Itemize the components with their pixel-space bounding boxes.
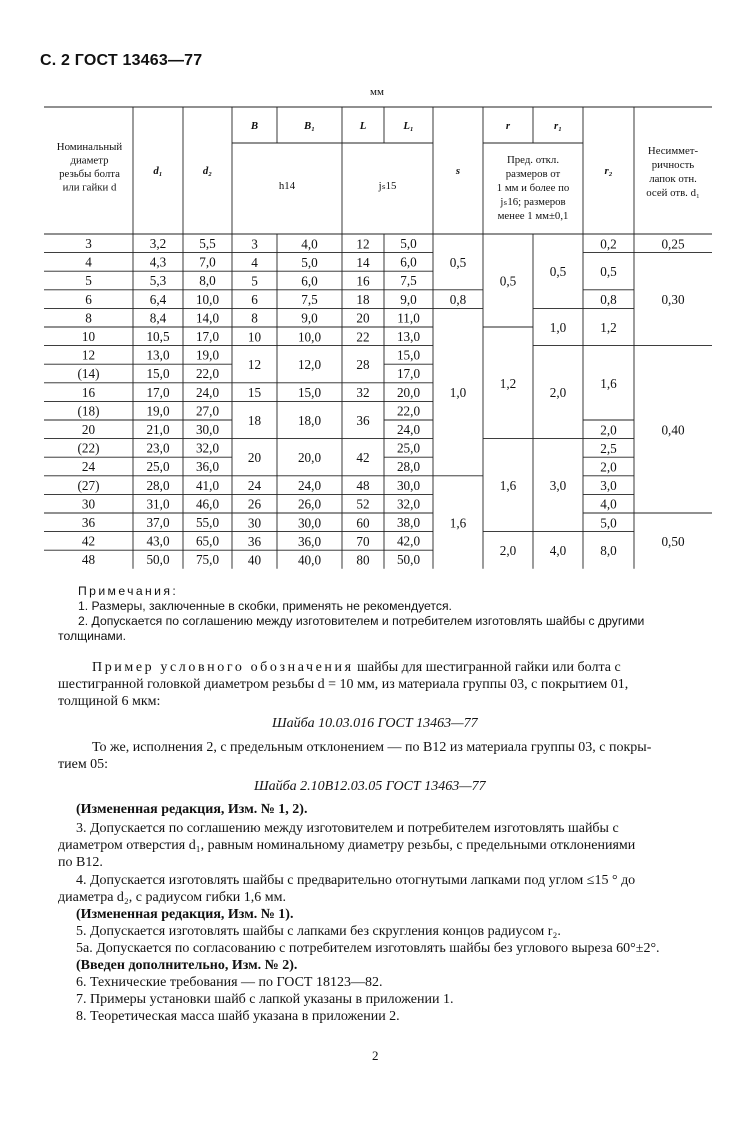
cell-B1: 4,0 — [301, 236, 318, 252]
para-5: 5. Допускается изготовлять шайбы с лапками без скругления концов радиусом r₂. — [76, 924, 561, 939]
cell-d2: 46,0 — [195, 496, 220, 512]
cell-L1: 5,0 — [400, 236, 417, 251]
cell-r2: 1,6 — [600, 375, 617, 391]
header-tolerance: менее 1 мм±0,1 — [497, 210, 569, 222]
para-3-line-2: диаметром отверстия d₁, равным номинальному диаметру резьбы, с предельными отклонениями — [58, 838, 636, 853]
cell-B: 6 — [251, 292, 258, 308]
cell-d2: 8,0 — [199, 273, 216, 289]
cell-d: 16 — [81, 384, 96, 400]
cell-d1: 13,0 — [146, 347, 170, 363]
cell-d1: 37,0 — [146, 515, 170, 530]
header-h14: h14 — [278, 180, 296, 192]
cell-d2: 75,0 — [195, 552, 220, 568]
cell-B: 36 — [247, 533, 262, 549]
header-tolerance: размеров от — [505, 168, 561, 180]
cell-r1: 2,0 — [549, 385, 567, 401]
cell-B1: 12,0 — [297, 357, 322, 373]
cell-r2: 2,5 — [600, 440, 617, 456]
cell-L: 36 — [356, 413, 370, 428]
cell-d: (14) — [77, 366, 100, 382]
cell-L1: 11,0 — [397, 310, 420, 326]
cell-d2: 7,0 — [199, 254, 216, 270]
cell-d2: 24,0 — [195, 384, 220, 400]
header-tolerance: jₛ16; размеров — [500, 196, 566, 208]
cell-L1: 22,0 — [396, 403, 421, 419]
cell-B: 15 — [247, 385, 262, 401]
page-header: С. 2 ГОСТ 13463—77 — [40, 52, 203, 69]
cell-d2: 14,0 — [195, 310, 220, 326]
cell-L: 28 — [356, 357, 370, 373]
cell-L: 20 — [356, 310, 370, 326]
cell-asym: 0,30 — [661, 292, 685, 308]
header-nominal-diameter: диаметр — [70, 154, 109, 167]
para-7: 7. Примеры установки шайб с лапкой указаны в приложении 1. — [76, 992, 454, 1007]
cell-d: 10 — [81, 329, 96, 344]
cell-B: 40 — [247, 552, 262, 568]
cell-B1: 5,0 — [301, 254, 318, 270]
cell-B: 5 — [251, 273, 258, 289]
cell-d2: 17,0 — [195, 329, 220, 344]
header-d1: d₁ — [153, 165, 163, 177]
notes-title: Примечания: — [78, 584, 179, 598]
cell-d1: 23,0 — [146, 440, 170, 456]
cell-d: (27) — [77, 477, 100, 493]
cell-asym: 0,25 — [661, 236, 685, 252]
cell-d: 30 — [81, 496, 96, 512]
cell-d: 4 — [85, 254, 92, 270]
cell-L1: 15,0 — [396, 347, 421, 363]
cell-d1: 43,0 — [146, 533, 170, 549]
cell-L1: 9,0 — [400, 291, 417, 307]
header-asymmetry: лапок отн. — [649, 173, 697, 185]
cell-d1: 17,0 — [146, 384, 170, 400]
note-2b: толщинами. — [58, 629, 126, 643]
cell-L1: 42,0 — [396, 533, 421, 549]
designation-1: Шайба 10.03.016 ГОСТ 13463—77 — [272, 716, 478, 731]
cell-d1: 50,0 — [146, 552, 170, 568]
cell-B1: 7,5 — [301, 292, 318, 308]
header-r2: r₂ — [604, 165, 613, 177]
cell-r2: 8,0 — [600, 543, 617, 559]
cell-L: 70 — [356, 533, 370, 549]
cell-asym: 0,50 — [661, 533, 685, 549]
cell-B: 10 — [247, 329, 262, 345]
cell-d: 42 — [81, 533, 96, 549]
notes — [58, 584, 718, 644]
cell-d1: 28,0 — [146, 477, 170, 493]
cell-d1: 4,3 — [149, 254, 167, 270]
cell-r2: 2,0 — [600, 422, 617, 438]
cell-B1: 36,0 — [297, 533, 322, 549]
header-r: r — [505, 120, 511, 132]
page-number: 2 — [372, 1048, 379, 1063]
header-nominal-diameter: Номинальный — [56, 141, 123, 153]
cell-B: 12 — [247, 357, 262, 373]
para-3-line-1: 3. Допускается по соглашению между изготовителем и потребителем изготовлять шайбы с — [76, 821, 619, 836]
cell-L1: 6,0 — [400, 254, 417, 270]
example-rest: шайбы для шестигранной гайки или болта с — [357, 660, 621, 675]
change-note-1: (Измененная редакция, Изм. № 1). — [76, 907, 294, 922]
cell-L1: 30,0 — [396, 477, 421, 493]
cell-r2: 0,5 — [600, 264, 617, 280]
header-L: L — [359, 120, 367, 132]
header-tolerance: Пред. откл. — [506, 154, 560, 166]
cell-B1: 10,0 — [297, 329, 322, 345]
cell-d1: 5,3 — [149, 273, 167, 289]
cell-B1: 9,0 — [301, 310, 318, 326]
header-asymmetry: Несиммет- — [647, 145, 699, 157]
cell-B1: 6,0 — [301, 273, 318, 289]
cell-L: 22 — [356, 329, 370, 345]
header-asymmetry: ричность — [651, 159, 695, 171]
example-line-2: шестигранной головкой диаметром резьбы d = 10 мм, из материала группы 03, с покрытием 01, — [58, 677, 629, 692]
header-B1: B₁ — [304, 120, 315, 132]
same-line-1: То же, исполнения 2, с предельным отклонением — по В12 из материала группы 03, с покры- — [92, 740, 652, 755]
example-line-1 — [92, 659, 621, 676]
cell-L1: 32,0 — [396, 496, 421, 512]
cell-d2: 22,0 — [195, 366, 220, 382]
cell-d2: 65,0 — [195, 533, 220, 549]
cell-L1: 24,0 — [396, 422, 421, 437]
cell-d1: 15,0 — [146, 366, 170, 382]
cell-L1: 7,5 — [400, 273, 417, 289]
cell-B: 26 — [247, 496, 262, 512]
para-4-line-2: диаметра d₂, с радиусом гибки 1,6 мм. — [58, 890, 287, 905]
cell-L1: 25,0 — [396, 440, 421, 456]
cell-d2: 10,0 — [195, 291, 220, 307]
cell-L: 18 — [356, 292, 370, 308]
cell-d1: 6,4 — [149, 291, 167, 307]
cell-B: 18 — [247, 413, 262, 428]
cell-asym: 0,40 — [661, 422, 685, 438]
header-B: B — [250, 120, 259, 132]
header-asymmetry: осей отв. d₁ — [646, 187, 700, 199]
header-nominal-diameter: или гайки d — [62, 181, 117, 194]
cell-L1: 13,0 — [396, 329, 421, 344]
cell-s: 0,8 — [449, 292, 467, 308]
cell-B1: 15,0 — [297, 385, 322, 401]
cell-B1: 20,0 — [297, 450, 322, 466]
example-lead: Пример условного обозначения — [92, 660, 354, 675]
cell-d2: 30,0 — [195, 422, 220, 437]
header-L1: L₁ — [403, 120, 414, 132]
cell-B1: 26,0 — [297, 496, 322, 512]
cell-B: 4 — [251, 254, 258, 270]
para-4-line-1: 4. Допускается изготовлять шайбы с предварительно отогнутыми лапками под углом ≤15 ° до — [76, 873, 636, 888]
cell-d: 3 — [85, 236, 92, 251]
cell-L1: 50,0 — [396, 552, 421, 568]
cell-L: 48 — [356, 478, 370, 494]
cell-L1: 17,0 — [396, 366, 421, 382]
cell-r2: 0,8 — [600, 292, 617, 308]
cell-d: 24 — [81, 459, 96, 475]
cell-d: 36 — [81, 515, 96, 530]
cell-L: 42 — [356, 450, 370, 466]
cell-L: 14 — [356, 254, 370, 270]
cell-d1: 3,2 — [149, 236, 167, 251]
cell-d1: 19,0 — [146, 403, 170, 419]
header-s: s — [455, 165, 461, 177]
cell-B: 24 — [247, 478, 262, 494]
cell-L: 52 — [356, 496, 370, 512]
cell-d2: 27,0 — [195, 403, 220, 419]
cell-r2: 5,0 — [600, 515, 617, 531]
cell-L1: 20,0 — [396, 384, 421, 400]
para-5a: 5а. Допускается по согласованию с потребителем изготовлять шайбы без углового выреза 60°±2°. — [76, 941, 660, 956]
cell-B1: 18,0 — [297, 413, 322, 428]
cell-r2: 2,0 — [600, 459, 617, 475]
cell-d2: 55,0 — [195, 515, 220, 530]
unit-label: мм — [370, 86, 384, 98]
cell-r2: 1,2 — [600, 320, 617, 335]
cell-s: 1,6 — [449, 515, 467, 531]
cell-B: 8 — [251, 310, 258, 326]
cell-r2: 0,2 — [600, 236, 617, 252]
cell-L: 12 — [356, 236, 370, 252]
cell-d2: 41,0 — [195, 477, 220, 493]
cell-B1: 30,0 — [297, 515, 322, 531]
cell-d: 20 — [81, 422, 96, 437]
same-line-2: тием 05: — [58, 757, 109, 772]
change-note-1-2: (Измененная редакция, Изм. № 1, 2). — [76, 802, 308, 817]
cell-d: 48 — [81, 552, 96, 568]
cell-d: 5 — [85, 273, 92, 289]
cell-B1: 24,0 — [297, 478, 322, 494]
para-6: 6. Технические требования — по ГОСТ 18123—82. — [76, 975, 383, 990]
cell-r2: 3,0 — [600, 478, 617, 494]
para-8: 8. Теоретическая масса шайб указана в приложении 2. — [76, 1009, 400, 1024]
cell-r: 1,6 — [499, 478, 517, 494]
cell-r1: 1,0 — [549, 320, 567, 335]
cell-d1: 31,0 — [146, 496, 170, 512]
cell-r1: 4,0 — [549, 543, 567, 559]
cell-L: 32 — [356, 385, 370, 401]
cell-d2: 32,0 — [195, 440, 220, 456]
cell-d1: 25,0 — [146, 459, 170, 475]
cell-d1: 21,0 — [146, 422, 170, 437]
header-r1: r₁ — [554, 120, 562, 132]
designation-2: Шайба 2.10В12.03.05 ГОСТ 13463—77 — [254, 779, 486, 794]
header-d2: d₂ — [202, 165, 213, 177]
example-line-3: толщиной 6 мкм: — [58, 694, 161, 709]
cell-B1: 40,0 — [297, 552, 322, 568]
cell-L1: 38,0 — [396, 515, 421, 530]
cell-d2: 5,5 — [199, 236, 216, 251]
cell-s: 0,5 — [449, 254, 467, 270]
cell-r: 2,0 — [499, 543, 517, 559]
header-nominal-diameter: резьбы болта — [59, 168, 120, 180]
cell-d: (22) — [77, 440, 100, 456]
cell-B: 20 — [247, 450, 262, 466]
cell-B: 30 — [247, 515, 262, 531]
cell-r1: 3,0 — [549, 478, 567, 494]
cell-r1: 0,5 — [549, 264, 567, 280]
cell-d: 6 — [85, 291, 92, 307]
cell-L: 60 — [356, 515, 370, 531]
header-tolerance: 1 мм и более по — [496, 182, 570, 194]
cell-d: 12 — [81, 347, 96, 363]
cell-d: 8 — [85, 310, 92, 326]
header-js15: jₛ15 — [378, 180, 397, 192]
cell-d2: 36,0 — [195, 459, 220, 475]
cell-d: (18) — [77, 403, 100, 419]
added-note-2: (Введен дополнительно, Изм. № 2). — [76, 958, 298, 973]
cell-r: 0,5 — [499, 273, 517, 289]
cell-L: 80 — [356, 552, 370, 568]
cell-L1: 28,0 — [396, 459, 421, 475]
cell-d1: 8,4 — [149, 310, 167, 326]
cell-d1: 10,5 — [146, 329, 170, 344]
cell-r: 1,2 — [499, 375, 517, 391]
cell-r2: 4,0 — [600, 496, 617, 512]
cell-L: 16 — [356, 273, 370, 289]
cell-d2: 19,0 — [195, 347, 220, 363]
cell-s: 1,0 — [449, 385, 467, 401]
cell-B: 3 — [251, 236, 258, 252]
para-3-line-3: по В12. — [58, 855, 103, 870]
note-1: 1. Размеры, заключенные в скобки, применять не рекомендуется. — [78, 599, 452, 613]
note-2a: 2. Допускается по соглашению между изготовителем и потребителем изготовлять шайбы с другими — [78, 614, 645, 628]
